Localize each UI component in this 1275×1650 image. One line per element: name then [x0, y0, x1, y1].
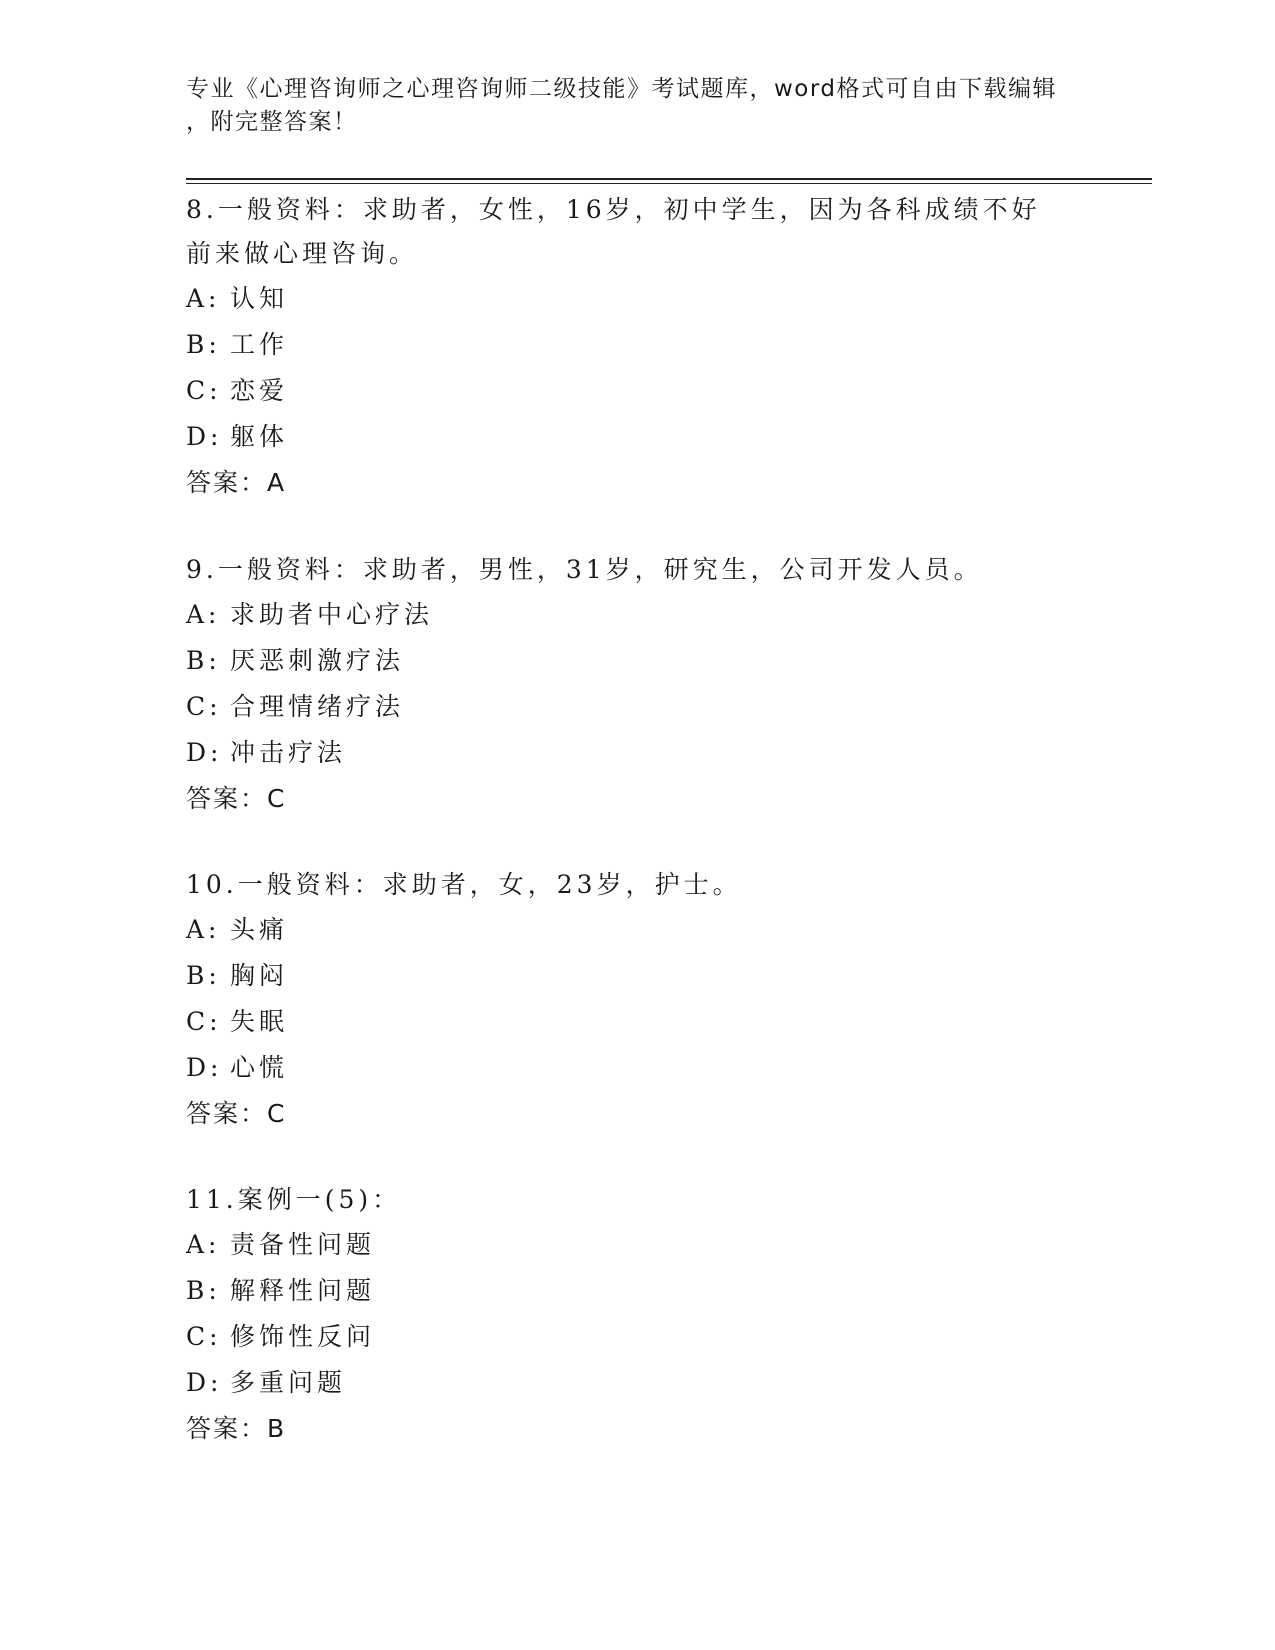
option-text: 心慌: [230, 1053, 289, 1082]
option-letter: B:: [186, 646, 221, 675]
option-text: 责备性问题: [230, 1230, 376, 1259]
option-letter: D:: [186, 1053, 223, 1082]
option-b: [186, 638, 1066, 684]
answer-value: B: [267, 1414, 287, 1443]
question-stem: 10.一般资料：求助者，女，23岁，护士。: [186, 870, 742, 899]
answer-prefix: 答案：: [186, 1099, 268, 1128]
option-c: [186, 1314, 1066, 1360]
option-text: 胸闷: [230, 961, 289, 990]
option-letter: A:: [186, 915, 221, 944]
question-11: [186, 1178, 1066, 1452]
answer-value: C: [267, 784, 287, 813]
option-text: 工作: [230, 330, 289, 359]
option-c: [186, 368, 1066, 414]
option-text: 躯体: [230, 422, 289, 451]
option-c: [186, 999, 1066, 1045]
answer-value: A: [267, 468, 287, 497]
option-letter: C:: [186, 692, 222, 721]
option-text: 求助者中心疗法: [230, 600, 434, 629]
option-letter: B:: [186, 1276, 221, 1305]
option-letter: B:: [186, 330, 221, 359]
header-line-1: 专业《心理咨询师之心理咨询师二级技能》考试题库，word格式可自由下载编辑: [186, 76, 1058, 102]
option-text: 认知: [230, 284, 289, 313]
option-letter: D:: [186, 422, 223, 451]
option-letter: C:: [186, 376, 222, 405]
answer-value: C: [267, 1099, 287, 1128]
option-d: [186, 1360, 1066, 1406]
option-d: [186, 414, 1066, 460]
option-text: 恋爱: [230, 376, 289, 405]
question-stem: 11.案例一(5)：: [186, 1185, 402, 1214]
answer-prefix: 答案：: [186, 1414, 268, 1443]
header-divider-thick: [186, 178, 1152, 180]
option-text: 合理情绪疗法: [230, 692, 405, 721]
option-text: 多重问题: [230, 1368, 347, 1397]
option-a: [186, 907, 1066, 953]
header-divider-thin: [186, 183, 1152, 184]
option-letter: D:: [186, 1368, 223, 1397]
document-header: [186, 73, 1066, 139]
option-letter: D:: [186, 738, 223, 767]
option-text: 解释性问题: [230, 1276, 376, 1305]
answer-prefix: 答案：: [186, 468, 268, 497]
option-c: [186, 684, 1066, 730]
answer-line: [186, 1091, 1066, 1137]
question-8: [186, 188, 1066, 506]
answer-line: [186, 776, 1066, 822]
header-line-2: ，附完整答案！: [186, 109, 358, 135]
option-text: 失眠: [230, 1007, 289, 1036]
option-letter: A:: [186, 1230, 221, 1259]
option-d: [186, 730, 1066, 776]
option-a: [186, 276, 1066, 322]
option-a: [186, 1222, 1066, 1268]
option-text: 头痛: [230, 915, 289, 944]
question-stem: 9.一般资料：求助者，男性，31岁，研究生，公司开发人员。: [186, 555, 983, 584]
option-letter: A:: [186, 600, 221, 629]
option-b: [186, 953, 1066, 999]
answer-line: [186, 460, 1066, 506]
option-b: [186, 1268, 1066, 1314]
option-b: [186, 322, 1066, 368]
answer-prefix: 答案：: [186, 784, 268, 813]
option-text: 冲击疗法: [230, 738, 347, 767]
question-stem: 8.一般资料：求助者，女性，16岁，初中学生，因为各科成绩不好前来做心理咨询。: [186, 195, 1041, 268]
option-a: [186, 592, 1066, 638]
option-letter: B:: [186, 961, 221, 990]
option-d: [186, 1045, 1066, 1091]
question-9: [186, 548, 1066, 822]
option-letter: C:: [186, 1007, 222, 1036]
question-10: [186, 863, 1066, 1137]
option-letter: A:: [186, 284, 221, 313]
option-text: 修饰性反问: [230, 1322, 376, 1351]
option-letter: C:: [186, 1322, 222, 1351]
answer-line: [186, 1406, 1066, 1452]
option-text: 厌恶刺激疗法: [230, 646, 405, 675]
